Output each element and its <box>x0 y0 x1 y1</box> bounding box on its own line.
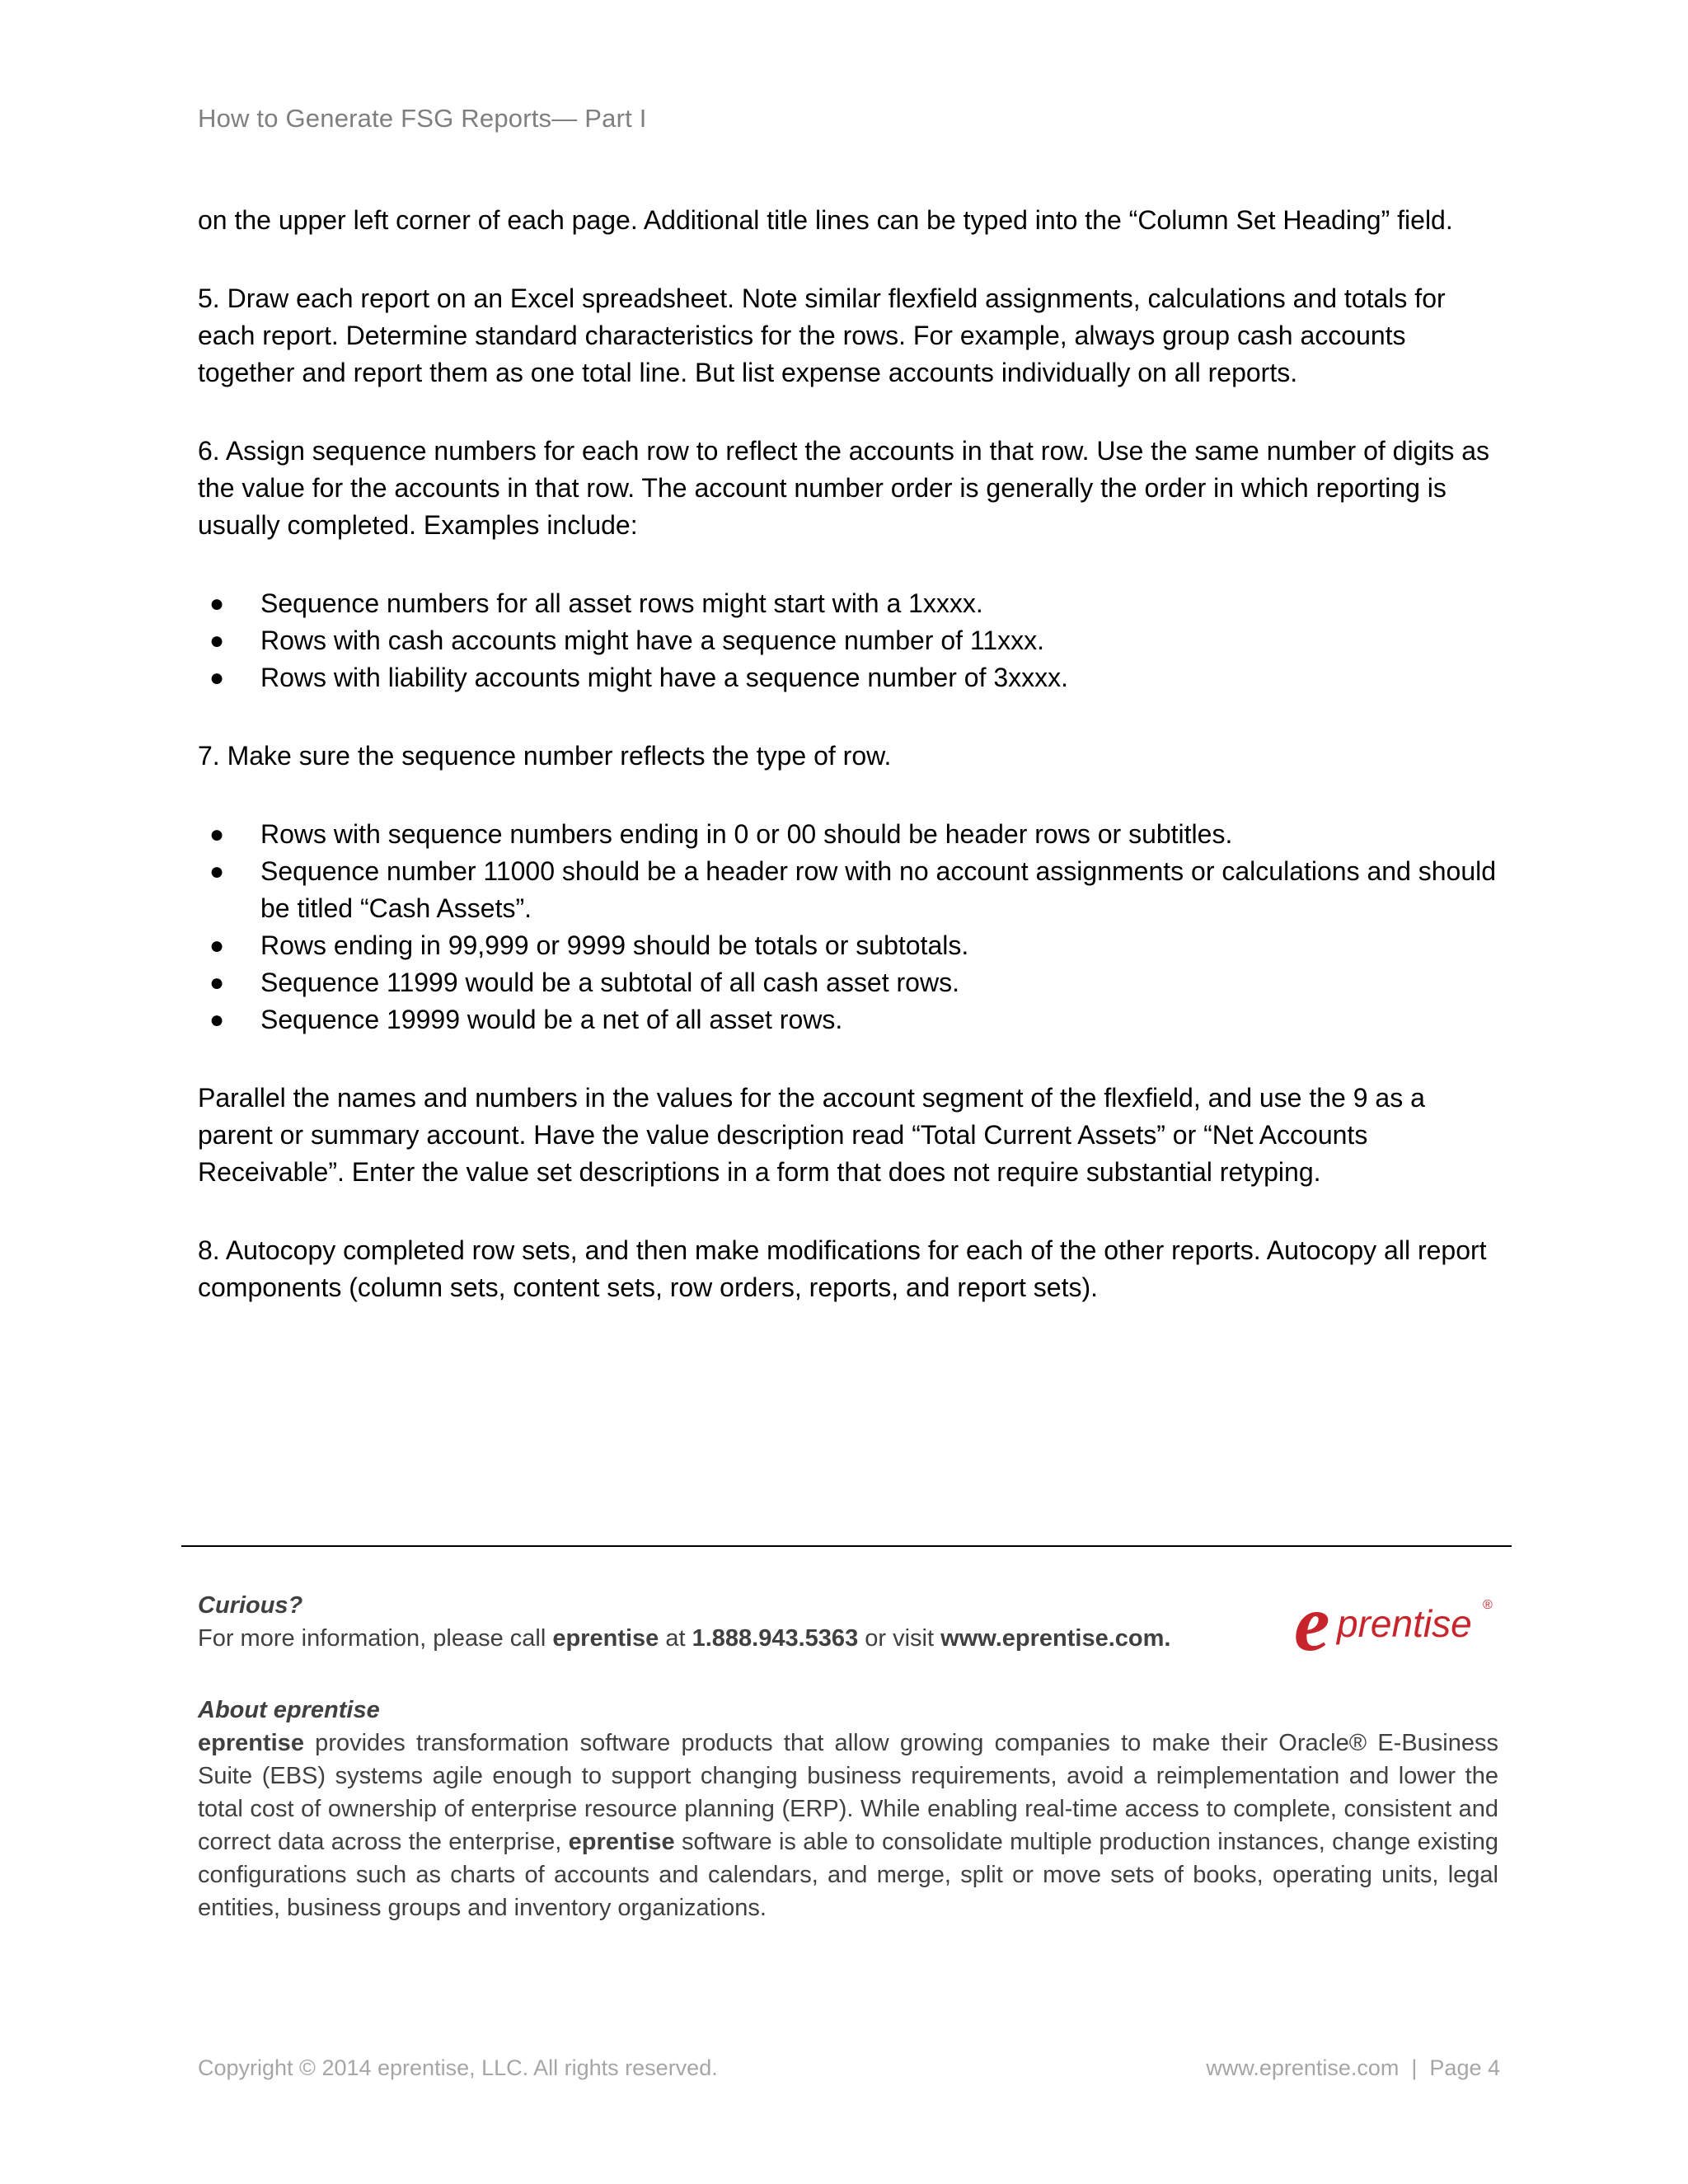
bullet-icon: ● <box>209 858 225 885</box>
company-name: eprentise <box>198 1730 304 1756</box>
bullet-icon: ● <box>209 821 225 848</box>
bullet-icon: ● <box>209 1006 225 1033</box>
list-item: ● Sequence 11999 would be a subtotal of all cash asset rows. <box>198 964 1500 1001</box>
page-header-title: How to Generate FSG Reports— Part I <box>198 104 647 133</box>
paragraph-parallel: Parallel the names and numbers in the values for the account segment of the flexfield, and use the 9 as a parent or summary account. Have the value description read “Total Current Assets” or “Net Accounts Receivable”. Enter the value set descriptions in a form that does not require substantial retyping. <box>198 1083 1425 1187</box>
logo-letter: e <box>1294 1584 1330 1658</box>
company-name: eprentise <box>568 1829 675 1855</box>
bullet-icon: ● <box>209 932 225 959</box>
paragraph-step-5: 5. Draw each report on an Excel spreadsheet. Note similar flexfield assignments, calculations and totals for each report. Determine standard characteristics for the rows. For example, always group cash accounts together and report them as one total line. But list expense accounts individually on all reports. <box>198 284 1446 387</box>
about-section <box>198 1694 1498 1924</box>
list-item: ● Rows ending in 99,999 or 9999 should be totals or subtotals. <box>198 927 1500 964</box>
bullet-list-step-7 <box>198 816 1500 1038</box>
paragraph-step-6: 6. Assign sequence numbers for each row to reflect the accounts in that row. Use the same number of digits as the value for the accounts in that row. The account number order is generally the order in which reporting is usually completed. Examples include: <box>198 436 1490 540</box>
about-heading: About eprentise <box>198 1697 380 1723</box>
paragraph-step-7: 7. Make sure the sequence number reflects the type of row. <box>198 741 892 771</box>
list-item: ● Sequence numbers for all asset rows might start with a 1xxxx. <box>198 585 1500 622</box>
bullet-icon: ● <box>209 969 225 996</box>
company-name: eprentise <box>552 1625 659 1652</box>
list-item: ● Rows with sequence numbers ending in 0 or 00 should be header rows or subtitles. <box>198 816 1500 853</box>
bullet-list-step-6 <box>198 585 1500 696</box>
contact-line: For more information, please call eprentise at 1.888.943.5363 or visit www.eprentise.com. <box>198 1625 1171 1652</box>
eprentise-logo <box>1294 1584 1496 1658</box>
paragraph-intro: on the upper left corner of each page. Additional title lines can be typed into the “Column Set Heading” field. <box>198 205 1453 235</box>
bullet-icon: ● <box>209 664 225 691</box>
bullet-icon: ● <box>209 590 225 617</box>
list-item: ● Rows with cash accounts might have a sequence number of 11xxx. <box>198 622 1500 659</box>
phone-number: 1.888.943.5363 <box>692 1625 859 1652</box>
footer-divider <box>181 1545 1512 1547</box>
curious-heading: Curious? <box>198 1592 303 1619</box>
document-body <box>198 202 1500 1306</box>
bullet-icon: ● <box>209 627 225 654</box>
list-item: ● Rows with liability accounts might have a sequence number of 3xxxx. <box>198 659 1500 696</box>
logo-wordmark: prentise <box>1337 1602 1472 1645</box>
website-link[interactable]: www.eprentise.com. <box>940 1625 1171 1652</box>
list-item: ● Sequence number 11000 should be a header row with no account assignments or calculations and should be titled “Cash Assets”. <box>198 853 1500 927</box>
copyright-notice: Copyright © 2014 eprentise, LLC. All rights reserved. <box>198 2055 718 2080</box>
curious-section <box>198 1589 1228 1655</box>
page-number: www.eprentise.com | Page 4 <box>1206 2055 1500 2080</box>
paragraph-step-8: 8. Autocopy completed row sets, and then make modifications for each of the other reports. Autocopy all report components (column sets, content sets, row orders, reports, and report sets). <box>198 1235 1487 1302</box>
list-item: ● Sequence 19999 would be a net of all asset rows. <box>198 1001 1500 1038</box>
about-text: eprentise provides transformation software products that allow growing companies to make their Oracle® E-Business Suite (EBS) systems agile enough to support changing business requirements, avoid a reimplementation and lower the total cost of ownership of enterprise resource planning (ERP). While enabling real-time access to complete, consistent and correct data across the enterprise, eprentise software is able to consolidate multiple production instances, change existing configurations such as charts of accounts and calendars, and merge, split or move sets of books, operating units, legal entities, business groups and inventory organizations. <box>198 1730 1498 1921</box>
registered-mark: ® <box>1483 1598 1493 1612</box>
